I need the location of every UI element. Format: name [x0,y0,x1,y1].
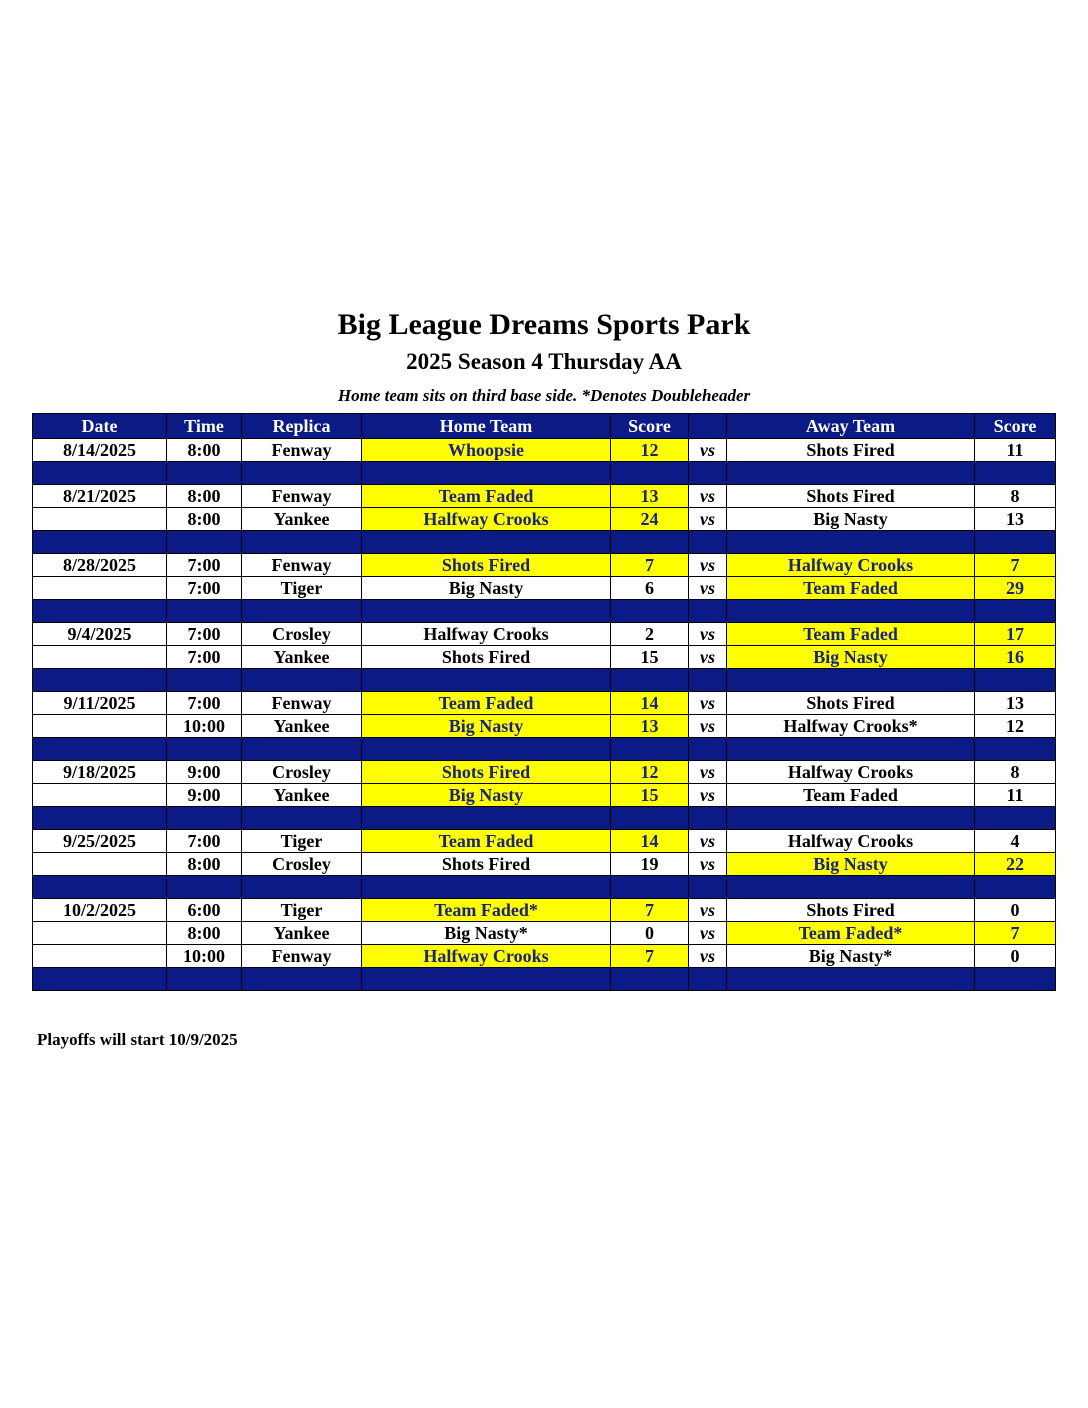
away-team-cell: Team Faded [727,623,975,646]
home-score-cell: 14 [611,830,689,853]
column-header: Replica [242,414,362,439]
separator-cell [689,600,727,623]
date-cell: 9/25/2025 [33,830,167,853]
home-score-cell: 0 [611,922,689,945]
date-cell: 9/4/2025 [33,623,167,646]
home-score-cell: 15 [611,646,689,669]
replica-cell: Yankee [242,922,362,945]
time-cell: 10:00 [167,945,242,968]
separator-cell [689,531,727,554]
vs-cell: vs [689,922,727,945]
replica-cell: Fenway [242,945,362,968]
date-cell [33,646,167,669]
vs-cell: vs [689,623,727,646]
away-score-cell: 8 [975,485,1056,508]
home-team-cell: Big Nasty* [362,922,611,945]
date-cell: 9/11/2025 [33,692,167,715]
game-row [33,508,1056,531]
game-row [33,439,1056,462]
home-score-cell: 14 [611,692,689,715]
date-cell [33,945,167,968]
doubleheader-note: Home team sits on third base side. *Denotes Doubleheader [337,386,751,405]
time-cell: 8:00 [167,439,242,462]
replica-cell: Tiger [242,830,362,853]
replica-cell: Crosley [242,853,362,876]
date-cell [33,922,167,945]
time-cell: 7:00 [167,577,242,600]
separator-cell [167,462,242,485]
separator-cell [611,807,689,830]
home-score-cell: 12 [611,761,689,784]
separator-cell [167,968,242,991]
vs-cell: vs [689,554,727,577]
away-score-cell: 12 [975,715,1056,738]
separator-cell [975,462,1056,485]
separator-cell [975,738,1056,761]
separator-cell [975,600,1056,623]
replica-cell: Yankee [242,715,362,738]
separator-cell [33,738,167,761]
away-score-cell: 8 [975,761,1056,784]
separator-cell [167,669,242,692]
separator-cell [33,600,167,623]
away-team-cell: Shots Fired [727,692,975,715]
separator-cell [975,807,1056,830]
replica-cell: Tiger [242,899,362,922]
away-team-cell: Big Nasty [727,853,975,876]
separator-cell [727,600,975,623]
game-row [33,623,1056,646]
away-score-cell: 11 [975,439,1056,462]
page-subtitle: 2025 Season 4 Thursday AA [406,349,682,374]
vs-cell: vs [689,692,727,715]
separator-cell [33,462,167,485]
date-cell [33,715,167,738]
playoffs-note: Playoffs will start 10/9/2025 [37,1030,238,1049]
separator-cell [727,531,975,554]
away-team-cell: Big Nasty [727,508,975,531]
away-score-cell: 29 [975,577,1056,600]
schedule-table [32,413,1056,991]
replica-cell: Fenway [242,692,362,715]
separator-cell [727,462,975,485]
game-row [33,692,1056,715]
separator-cell [33,807,167,830]
separator-cell [33,531,167,554]
separator-cell [167,807,242,830]
separator-cell [167,600,242,623]
separator-cell [362,968,611,991]
schedule-header [33,414,1056,439]
separator-cell [611,876,689,899]
away-team-cell: Shots Fired [727,899,975,922]
time-cell: 7:00 [167,830,242,853]
separator-cell [167,531,242,554]
home-team-cell: Shots Fired [362,646,611,669]
home-team-cell: Shots Fired [362,853,611,876]
replica-cell: Crosley [242,761,362,784]
game-row [33,485,1056,508]
home-score-cell: 13 [611,715,689,738]
separator-cell [362,738,611,761]
home-score-cell: 7 [611,945,689,968]
separator-cell [689,807,727,830]
home-score-cell: 15 [611,784,689,807]
game-row [33,853,1056,876]
date-cell: 10/2/2025 [33,899,167,922]
time-cell: 8:00 [167,508,242,531]
vs-cell: vs [689,899,727,922]
time-cell: 7:00 [167,623,242,646]
replica-cell: Yankee [242,646,362,669]
vs-cell: vs [689,945,727,968]
game-row [33,761,1056,784]
home-team-cell: Halfway Crooks [362,945,611,968]
vs-cell: vs [689,646,727,669]
date-cell: 9/18/2025 [33,761,167,784]
home-team-cell: Big Nasty [362,715,611,738]
separator-row [33,600,1056,623]
away-team-cell: Halfway Crooks [727,830,975,853]
separator-cell [242,968,362,991]
separator-cell [242,876,362,899]
home-team-cell: Halfway Crooks [362,623,611,646]
separator-cell [611,531,689,554]
separator-cell [975,669,1056,692]
separator-row [33,876,1056,899]
separator-cell [689,738,727,761]
vs-cell: vs [689,853,727,876]
replica-cell: Yankee [242,508,362,531]
away-team-cell: Team Faded [727,577,975,600]
replica-cell: Fenway [242,485,362,508]
separator-cell [242,807,362,830]
date-cell: 8/14/2025 [33,439,167,462]
date-cell: 8/21/2025 [33,485,167,508]
away-team-cell: Team Faded [727,784,975,807]
away-score-cell: 11 [975,784,1056,807]
home-team-cell: Team Faded [362,485,611,508]
away-team-cell: Halfway Crooks [727,554,975,577]
away-team-cell: Team Faded* [727,922,975,945]
home-team-cell: Team Faded [362,830,611,853]
home-team-cell: Team Faded [362,692,611,715]
date-cell [33,577,167,600]
game-row [33,554,1056,577]
separator-row [33,462,1056,485]
vs-cell: vs [689,784,727,807]
separator-cell [727,968,975,991]
separator-cell [242,531,362,554]
time-cell: 9:00 [167,761,242,784]
separator-cell [167,876,242,899]
home-score-cell: 13 [611,485,689,508]
home-score-cell: 6 [611,577,689,600]
game-row [33,922,1056,945]
separator-cell [242,738,362,761]
schedule-body [33,439,1056,991]
home-score-cell: 12 [611,439,689,462]
separator-cell [242,600,362,623]
separator-cell [975,531,1056,554]
header-row [33,414,1056,439]
vs-cell: vs [689,577,727,600]
home-team-cell: Shots Fired [362,554,611,577]
separator-row [33,807,1056,830]
away-team-cell: Halfway Crooks* [727,715,975,738]
replica-cell: Yankee [242,784,362,807]
separator-cell [362,462,611,485]
separator-cell [167,738,242,761]
separator-cell [362,876,611,899]
home-score-cell: 7 [611,899,689,922]
time-cell: 6:00 [167,899,242,922]
time-cell: 9:00 [167,784,242,807]
time-cell: 7:00 [167,554,242,577]
time-cell: 8:00 [167,922,242,945]
vs-cell: vs [689,830,727,853]
game-row [33,646,1056,669]
away-score-cell: 0 [975,945,1056,968]
separator-cell [611,669,689,692]
time-cell: 7:00 [167,692,242,715]
home-score-cell: 7 [611,554,689,577]
separator-cell [727,738,975,761]
separator-cell [689,669,727,692]
separator-cell [611,462,689,485]
game-row [33,577,1056,600]
separator-cell [33,669,167,692]
vs-cell: vs [689,715,727,738]
separator-cell [975,968,1056,991]
game-row [33,784,1056,807]
away-score-cell: 17 [975,623,1056,646]
separator-cell [727,876,975,899]
column-header: Score [975,414,1056,439]
separator-row [33,669,1056,692]
column-header: Time [167,414,242,439]
replica-cell: Crosley [242,623,362,646]
away-score-cell: 4 [975,830,1056,853]
separator-cell [689,462,727,485]
separator-cell [727,669,975,692]
home-team-cell: Team Faded* [362,899,611,922]
separator-cell [975,876,1056,899]
separator-row [33,968,1056,991]
replica-cell: Tiger [242,577,362,600]
separator-cell [689,876,727,899]
column-header: Away Team [727,414,975,439]
vs-cell: vs [689,508,727,531]
away-team-cell: Big Nasty* [727,945,975,968]
separator-cell [362,807,611,830]
replica-cell: Fenway [242,554,362,577]
separator-cell [362,669,611,692]
home-score-cell: 2 [611,623,689,646]
column-header: Score [611,414,689,439]
separator-cell [611,600,689,623]
separator-cell [611,738,689,761]
date-cell [33,508,167,531]
separator-cell [242,669,362,692]
vs-cell: vs [689,485,727,508]
away-score-cell: 16 [975,646,1056,669]
separator-cell [33,876,167,899]
game-row [33,945,1056,968]
date-cell: 8/28/2025 [33,554,167,577]
date-cell [33,853,167,876]
away-score-cell: 22 [975,853,1056,876]
time-cell: 8:00 [167,853,242,876]
page-title: Big League Dreams Sports Park [337,308,751,341]
away-score-cell: 13 [975,692,1056,715]
separator-cell [242,462,362,485]
column-header [689,414,727,439]
separator-cell [362,600,611,623]
column-header: Home Team [362,414,611,439]
vs-cell: vs [689,761,727,784]
separator-cell [33,968,167,991]
vs-cell: vs [689,439,727,462]
column-header: Date [33,414,167,439]
game-row [33,899,1056,922]
home-team-cell: Whoopsie [362,439,611,462]
separator-row [33,738,1056,761]
home-team-cell: Big Nasty [362,577,611,600]
separator-cell [727,807,975,830]
home-team-cell: Big Nasty [362,784,611,807]
time-cell: 10:00 [167,715,242,738]
away-score-cell: 13 [975,508,1056,531]
away-team-cell: Shots Fired [727,485,975,508]
away-team-cell: Big Nasty [727,646,975,669]
home-score-cell: 24 [611,508,689,531]
time-cell: 8:00 [167,485,242,508]
date-cell [33,784,167,807]
game-row [33,715,1056,738]
away-score-cell: 0 [975,899,1056,922]
home-team-cell: Shots Fired [362,761,611,784]
away-score-cell: 7 [975,922,1056,945]
separator-row [33,531,1056,554]
replica-cell: Fenway [242,439,362,462]
home-score-cell: 19 [611,853,689,876]
away-score-cell: 7 [975,554,1056,577]
time-cell: 7:00 [167,646,242,669]
separator-cell [689,968,727,991]
home-team-cell: Halfway Crooks [362,508,611,531]
away-team-cell: Halfway Crooks [727,761,975,784]
separator-cell [362,531,611,554]
away-team-cell: Shots Fired [727,439,975,462]
separator-cell [611,968,689,991]
game-row [33,830,1056,853]
